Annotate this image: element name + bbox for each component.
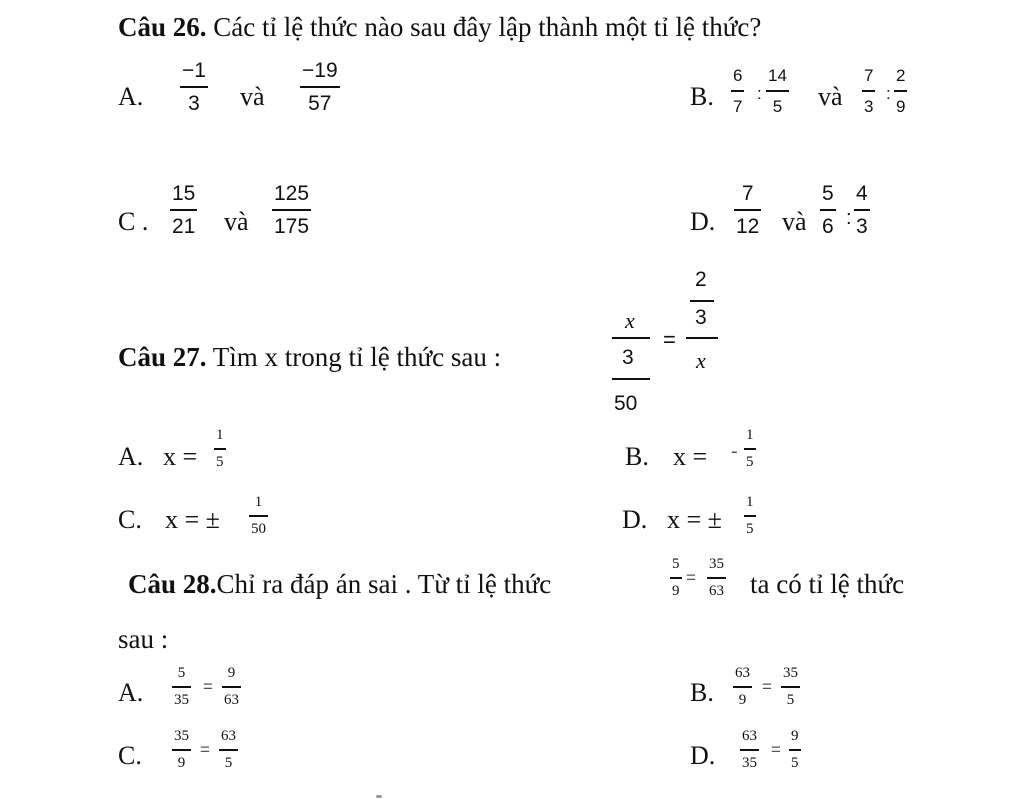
ratio-operator: : <box>846 207 852 229</box>
fraction <box>744 495 756 537</box>
numerator: 35 <box>174 728 189 744</box>
denominator: 35 <box>174 691 189 708</box>
denominator: 12 <box>736 214 760 238</box>
equals-sign: = <box>771 740 781 759</box>
numerator: 14 <box>768 66 787 85</box>
conjunction: và <box>782 207 807 236</box>
question-text: Các tỉ lệ thức nào sau đây lập thành một tỉ lệ thức? <box>213 12 762 42</box>
inner-numerator: 2 <box>695 268 707 291</box>
numerator: 63 <box>735 665 750 681</box>
question-text: Chỉ ra đáp án sai . Từ tỉ lệ thức <box>216 569 552 599</box>
question-26-heading <box>118 12 761 43</box>
numerator: 4 <box>856 182 868 205</box>
fraction <box>670 557 682 599</box>
question-27-heading <box>118 342 501 373</box>
numerator: 5 <box>822 182 834 205</box>
fraction <box>894 67 907 115</box>
denominator: 9 <box>672 582 680 599</box>
answer-prefix: x = <box>163 442 198 471</box>
numerator: 7 <box>864 66 874 85</box>
denominator: 3 <box>864 96 874 116</box>
numerator: −1 <box>182 59 206 82</box>
fraction <box>854 183 870 237</box>
fraction <box>766 67 789 115</box>
ratio-operator: : <box>757 84 762 103</box>
fraction <box>214 428 226 470</box>
denominator: 9 <box>738 691 747 708</box>
denominator: 9 <box>896 96 906 116</box>
numerator: 6 <box>733 66 743 85</box>
denominator: 5 <box>746 453 754 470</box>
question-text: Tìm x trong tỉ lệ thức sau : <box>212 342 502 372</box>
denominator: 7 <box>733 96 743 116</box>
denominator: 3 <box>188 91 200 115</box>
question-number: Câu 26. <box>118 12 207 42</box>
numerator: 7 <box>741 182 754 205</box>
denominator: 63 <box>224 691 239 708</box>
denominator: 21 <box>172 214 196 238</box>
question-number: Câu 27. <box>118 342 207 372</box>
denominator: 5 <box>224 754 233 771</box>
inner-denominator: 3 <box>695 306 707 329</box>
fraction <box>272 183 311 237</box>
fraction <box>744 428 756 470</box>
question-number: Câu 28. <box>128 569 217 599</box>
denominator: 57 <box>308 91 332 115</box>
numerator: −19 <box>302 59 338 82</box>
denominator: 35 <box>742 754 757 771</box>
fraction <box>740 729 759 771</box>
numerator: 5 <box>672 556 680 572</box>
fraction <box>707 557 726 599</box>
fraction <box>222 666 241 708</box>
numerator: 1 <box>746 427 754 443</box>
numerator: 1 <box>216 427 224 443</box>
fraction <box>172 666 191 708</box>
option-label-a: A. <box>118 678 144 707</box>
fraction <box>781 666 800 708</box>
fraction <box>180 60 208 114</box>
denominator: 5 <box>772 96 783 116</box>
fraction-bar <box>612 337 650 339</box>
inner-numerator: 3 <box>622 346 634 369</box>
denominator: 5 <box>786 691 795 708</box>
equals-sign: = <box>762 677 772 696</box>
fraction <box>249 495 268 537</box>
option-label-a: A. <box>118 82 144 111</box>
fraction <box>170 183 197 237</box>
numerator: 1 <box>254 494 263 510</box>
fraction <box>219 729 238 771</box>
option-label-d: D. <box>622 505 648 534</box>
option-label-c: C . <box>118 207 149 236</box>
compound-numerator-x: x <box>625 308 635 333</box>
minus-sign: - <box>731 440 738 462</box>
ratio-operator: : <box>886 84 891 103</box>
denominator: 63 <box>709 582 724 599</box>
question-text-continued: sau : <box>118 624 169 654</box>
numerator: 15 <box>172 182 196 205</box>
fraction <box>731 67 744 115</box>
fraction <box>300 60 340 114</box>
option-label-c: C. <box>118 505 142 534</box>
option-label-b: B. <box>690 678 714 707</box>
fraction <box>733 666 752 708</box>
numerator: 35 <box>709 556 724 572</box>
inner-denominator: 50 <box>614 392 638 415</box>
numerator: 35 <box>783 665 798 681</box>
compound-denominator-x: x <box>696 348 706 373</box>
option-label-b: B. <box>690 82 714 111</box>
fraction <box>789 729 801 771</box>
numerator: 2 <box>896 66 906 85</box>
fraction <box>862 67 875 115</box>
denominator: 5 <box>746 520 754 537</box>
option-label-d: D. <box>690 741 716 770</box>
scan-artifact <box>376 795 382 798</box>
equals-sign: = <box>200 740 210 759</box>
numerator: 9 <box>227 665 236 681</box>
numerator: 5 <box>177 665 186 681</box>
option-label-b: B. <box>625 442 649 471</box>
equals-sign: = <box>203 677 213 696</box>
conjunction: và <box>240 82 265 111</box>
conjunction: và <box>818 82 843 111</box>
option-label-d: D. <box>690 207 716 236</box>
denominator: 5 <box>791 754 799 771</box>
inner-fraction-bar <box>690 300 714 302</box>
fraction <box>820 183 836 237</box>
numerator: 63 <box>221 728 236 744</box>
numerator: 125 <box>274 182 310 205</box>
inner-fraction-bar <box>612 378 650 380</box>
option-label-a: A. <box>118 442 144 471</box>
fraction <box>172 729 191 771</box>
denominator: 3 <box>856 214 868 238</box>
answer-prefix: x = ± <box>165 505 220 534</box>
denominator: 9 <box>177 754 186 771</box>
fraction <box>734 183 761 237</box>
fraction-bar <box>686 337 718 339</box>
question-text-continued: ta có tỉ lệ thức <box>750 569 905 599</box>
numerator: 9 <box>791 728 799 744</box>
equals-sign: = <box>686 568 696 587</box>
equals-sign: = <box>663 327 676 352</box>
denominator: 6 <box>822 214 834 238</box>
answer-prefix: x = <box>673 442 708 471</box>
option-label-c: C. <box>118 741 142 770</box>
numerator: 1 <box>746 494 754 510</box>
denominator: 175 <box>274 214 310 238</box>
answer-prefix: x = ± <box>667 505 722 534</box>
denominator: 50 <box>251 520 266 537</box>
denominator: 5 <box>216 453 224 470</box>
numerator: 63 <box>742 728 757 744</box>
conjunction: và <box>224 207 249 236</box>
question-28-heading <box>128 569 551 600</box>
